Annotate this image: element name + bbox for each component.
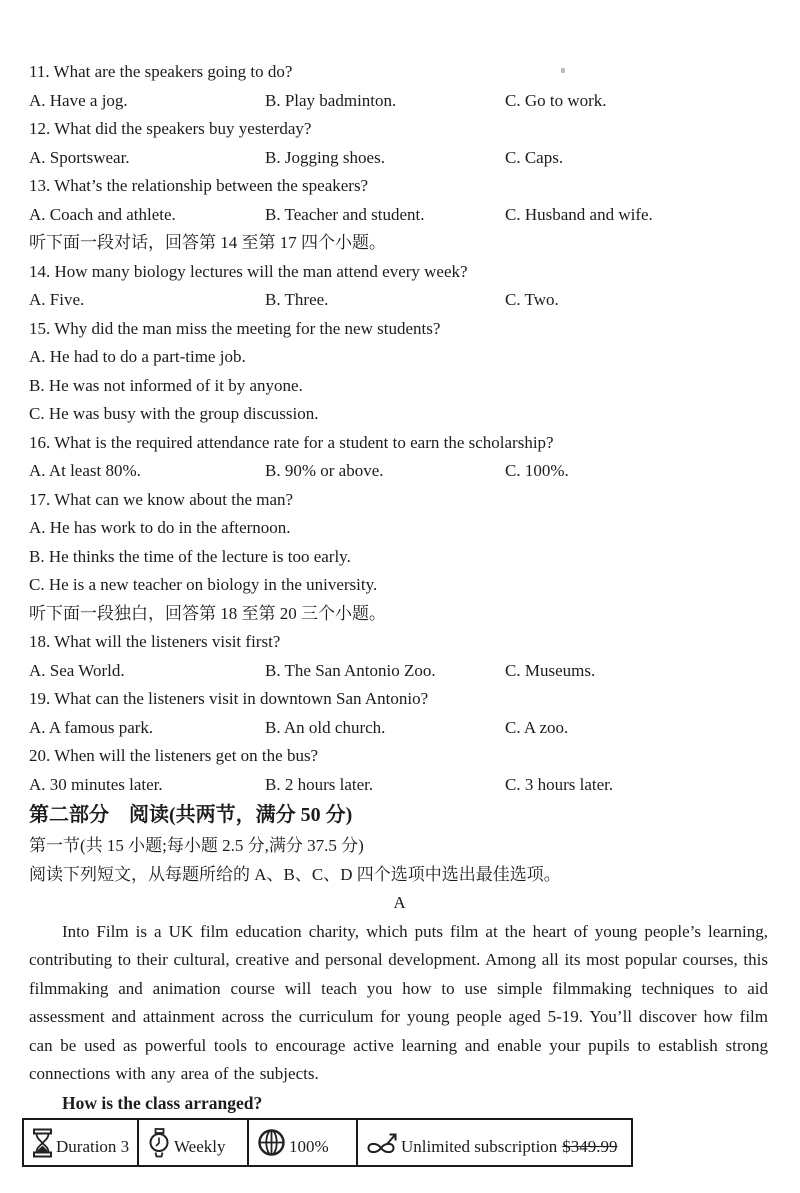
option-16-b: B. 90% or above. bbox=[265, 461, 384, 480]
option-11-a: A. Have a jog. bbox=[29, 90, 128, 110]
option-13-b: B. Teacher and student. bbox=[265, 204, 425, 224]
table-cell-online bbox=[249, 1120, 358, 1165]
option-12-a: A. Sportswear. bbox=[29, 147, 130, 167]
options-row-19 bbox=[29, 714, 770, 743]
hourglass-icon bbox=[31, 1128, 54, 1158]
subscription-price: $349.99 bbox=[562, 1136, 618, 1156]
option-18-a: A. Sea World. bbox=[29, 660, 125, 680]
option-14-a: A. Five. bbox=[29, 290, 85, 309]
option-19-c: C. A zoo. bbox=[505, 717, 569, 737]
scan-artifact-dot bbox=[561, 68, 565, 73]
option-19-b: B. An old church. bbox=[265, 717, 386, 737]
online-percent-value: 100% bbox=[289, 1136, 329, 1156]
question-13: 13. What’s the relationship between the speakers? bbox=[29, 176, 369, 195]
question-14: 14. How many biology lectures will the man attend every week? bbox=[29, 261, 468, 281]
table-cell-subscription bbox=[358, 1120, 631, 1165]
option-15-c: C. He was busy with the group discussion. bbox=[29, 404, 319, 423]
option-17-c: C. He is a new teacher on biology in the university. bbox=[29, 575, 378, 594]
options-row-18 bbox=[29, 657, 770, 686]
option-11-b: B. Play badminton. bbox=[265, 90, 397, 110]
option-16-c: C. 100%. bbox=[505, 461, 569, 480]
table-cell-duration bbox=[24, 1120, 139, 1165]
frequency-value: Weekly bbox=[174, 1136, 226, 1156]
question-18: 18. What will the listeners visit first? bbox=[29, 632, 281, 651]
options-row-16 bbox=[29, 457, 770, 486]
option-14-b: B. Three. bbox=[265, 290, 329, 309]
option-11-c: C. Go to work. bbox=[505, 90, 607, 110]
duration-value: Duration 3 bbox=[56, 1136, 130, 1156]
option-15-b: B. He was not informed of it by anyone. bbox=[29, 375, 303, 395]
option-16-a: A. At least 80%. bbox=[29, 461, 141, 480]
passage-label-a: A bbox=[393, 893, 406, 912]
unlimited-icon bbox=[365, 1129, 399, 1157]
question-20: 20. When will the listeners get on the bus? bbox=[29, 746, 319, 765]
option-18-c: C. Museums. bbox=[505, 660, 596, 680]
part2-section1-info: 第一节(共 15 小题;每小题 2.5 分,满分 37.5 分) bbox=[29, 836, 364, 855]
option-14-c: C. Two. bbox=[505, 290, 559, 309]
question-12: 12. What did the speakers buy yesterday? bbox=[29, 119, 312, 138]
option-20-a: A. 30 minutes later. bbox=[29, 774, 163, 794]
options-row-12 bbox=[29, 144, 770, 173]
table-cell-frequency bbox=[139, 1120, 249, 1165]
reading-passage: Into Film is a UK film education charity, which puts film at the heart of young people’s learning, contributing to their cultural, creative and personal development. Among all its most popular courses, this filmmaking and animation course will teach you how to use simple filmmaking techniques to aid assessment and attainment across the curriculum for young people aged 5-19. You’ll discover how film can be used as powerful tools to encourage active learning and enable your pupils to establish strong connections with any area of the subjects. bbox=[29, 921, 768, 1083]
question-15: 15. Why did the man miss the meeting for the new students? bbox=[29, 318, 441, 338]
options-row-14 bbox=[29, 286, 770, 315]
option-17-a: A. He has work to do in the afternoon. bbox=[29, 518, 291, 537]
option-15-a: A. He had to do a part-time job. bbox=[29, 347, 246, 366]
option-17-b: B. He thinks the time of the lecture is too early. bbox=[29, 546, 351, 566]
watch-icon bbox=[146, 1128, 172, 1158]
option-13-a: A. Coach and athlete. bbox=[29, 204, 176, 224]
listening-note-dialog: 听下面一段对话，回答第 14 至第 17 四个小题。 bbox=[29, 233, 386, 252]
listening-note-monolog: 听下面一段独白，回答第 18 至第 20 三个小题。 bbox=[29, 603, 386, 623]
course-info-table bbox=[22, 1118, 633, 1167]
option-12-c: C. Caps. bbox=[505, 147, 564, 167]
option-19-a: A. A famous park. bbox=[29, 717, 154, 737]
subscription-label: Unlimited subscription bbox=[401, 1136, 558, 1156]
option-13-c: C. Husband and wife. bbox=[505, 204, 653, 224]
question-11: 11. What are the speakers going to do? bbox=[29, 62, 293, 81]
class-arranged-heading: How is the class arranged? bbox=[62, 1092, 263, 1113]
question-16: 16. What is the required attendance rate for a student to earn the scholarship? bbox=[29, 432, 554, 452]
question-19: 19. What can the listeners visit in downtown San Antonio? bbox=[29, 689, 429, 708]
options-row-11 bbox=[29, 87, 770, 116]
part2-header: 第二部分 阅读(共两节，满分 50 分) bbox=[29, 804, 353, 826]
option-12-b: B. Jogging shoes. bbox=[265, 147, 385, 167]
option-18-b: B. The San Antonio Zoo. bbox=[265, 660, 436, 680]
globe-icon bbox=[256, 1127, 287, 1158]
question-17: 17. What can we know about the man? bbox=[29, 489, 294, 509]
reading-instruction: 阅读下列短文，从每题所给的 A、B、C、D 四个选项中选出最佳选项。 bbox=[29, 864, 561, 884]
options-row-13 bbox=[29, 201, 770, 230]
options-row-20 bbox=[29, 771, 770, 800]
option-20-c: C. 3 hours later. bbox=[505, 774, 614, 794]
option-20-b: B. 2 hours later. bbox=[265, 774, 374, 794]
